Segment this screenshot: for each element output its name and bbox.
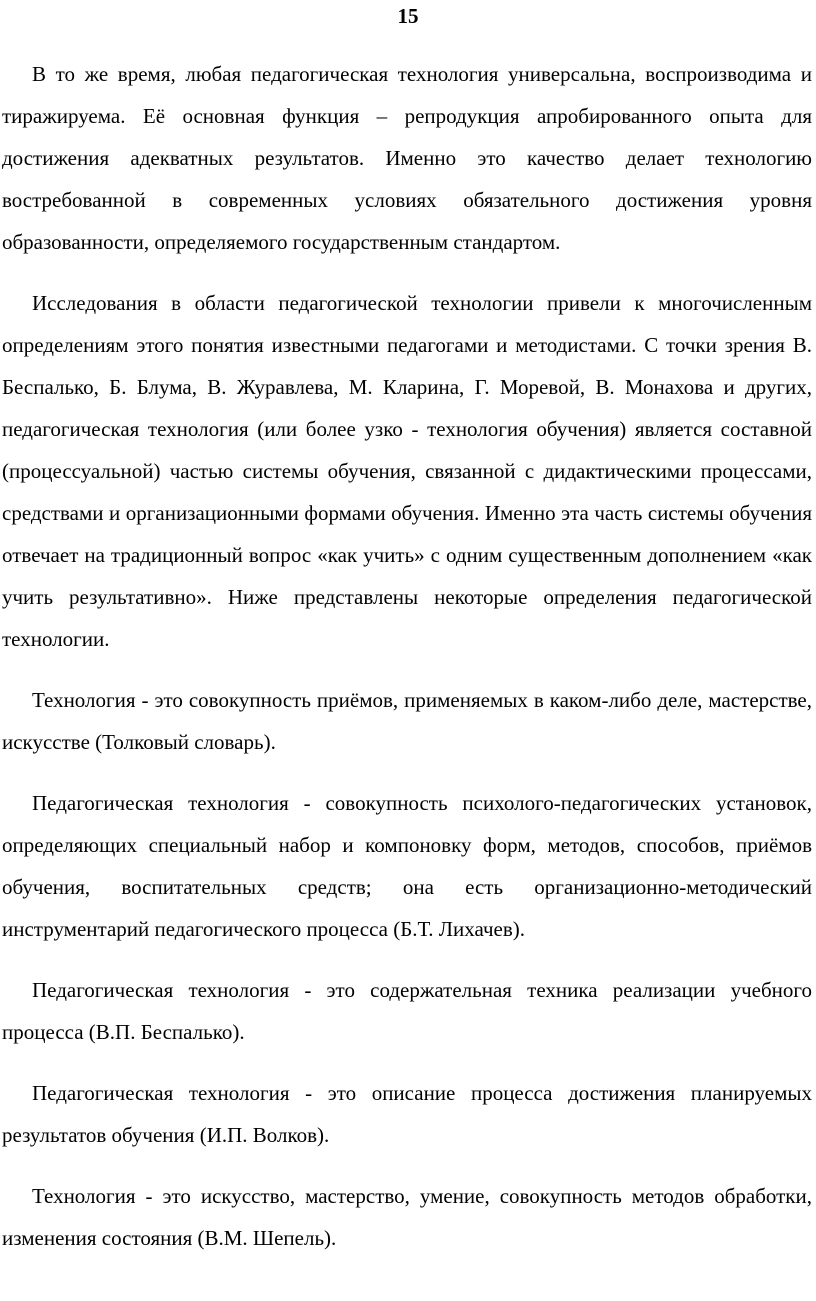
paragraph-universality: В то же время, любая педагогическая технология универсальна, воспроизводима и тиражируема. Её основная функция – репродукция апробированного опыта для достижения адекватных результатов. Именно это качество делает технологию востребованной в современных условиях обязательного достижения уровня образованности, определяемого государственным стандартом.: [2, 62, 812, 254]
paragraph-definition-shepel: Технология - это искусство, мастерство, умение, совокупность методов обработки, изменения состояния (В.М. Шепель).: [2, 1184, 812, 1250]
paragraph-definition-dictionary: Технология - это совокупность приёмов, применяемых в каком-либо деле, мастерстве, искусстве (Толковый словарь).: [2, 688, 812, 754]
paragraph-research-definitions: Исследования в области педагогической технологии привели к многочисленным определениям этого понятия известными педагогами и методистами. С точки зрения В. Беспалько, Б. Блума, В. Журавлева, М. Кларина, Г. Моревой, В. Монахова и других, педагогическая технология (или более узко - технология обучения) является составной (процессуальной) частью системы обучения, связанной с дидактическими процессами, средствами и организационными формами обучения. Именно эта часть системы обучения отвечает на традиционный вопрос «как учить» с одним существенным дополнением «как учить результативно». Ниже представлены некоторые определения педагогической технологии.: [2, 291, 812, 651]
paragraph-definition-bespalko: Педагогическая технология - это содержательная техника реализации учебного процесса (В.П. Беспалько).: [2, 978, 812, 1044]
paragraph-definition-likhachev: Педагогическая технология - совокупность психолого-педагогических установок, определяющих специальный набор и компоновку форм, методов, способов, приёмов обучения, воспитательных средств; она есть организационно-методический инструментарий педагогического процесса (Б.Т. Лихачев).: [2, 791, 812, 941]
page-body: [2, 53, 812, 1259]
paragraph-definition-volkov: Педагогическая технология - это описание процесса достижения планируемых результатов обучения (И.П. Волков).: [2, 1081, 812, 1147]
page-number: 15: [397, 4, 419, 28]
